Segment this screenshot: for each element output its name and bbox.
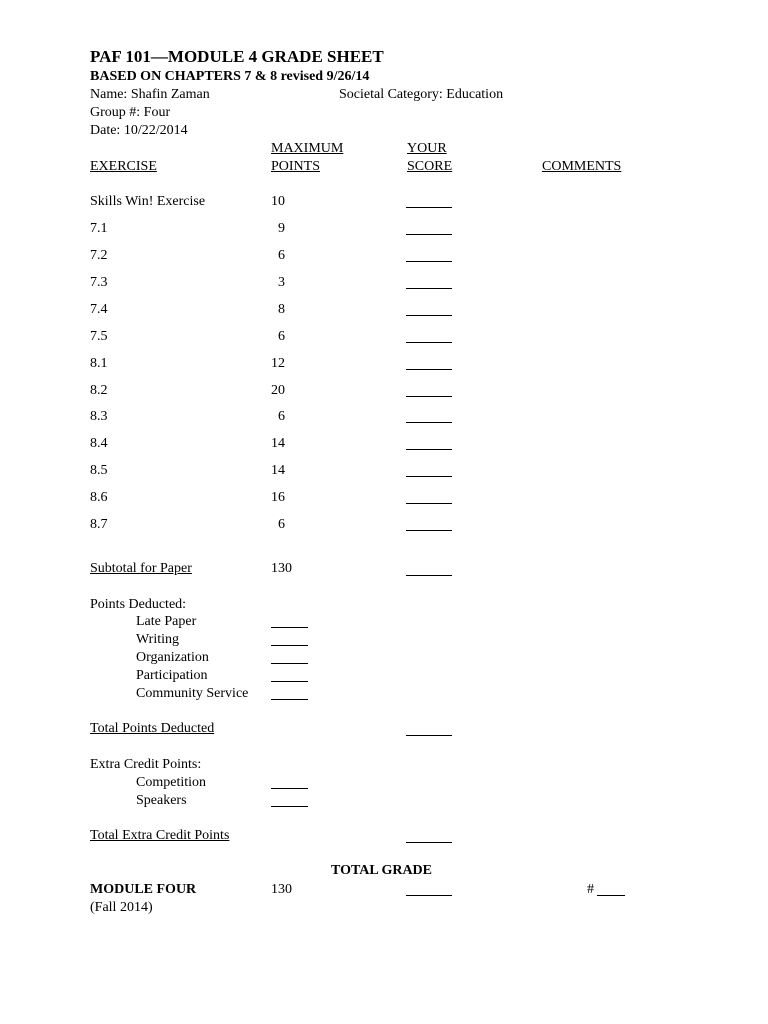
score-blank[interactable] bbox=[406, 449, 452, 450]
exercise-max-points: 6 bbox=[278, 409, 285, 424]
exercise-label: 8.7 bbox=[90, 517, 108, 532]
exercise-label: 7.2 bbox=[90, 248, 108, 263]
extra-credit-blank[interactable] bbox=[271, 788, 308, 789]
score-blank[interactable] bbox=[406, 207, 452, 208]
deduction-writing: Writing bbox=[136, 632, 179, 647]
group-number: Group #: Four bbox=[90, 105, 171, 120]
exercise-max-points: 6 bbox=[278, 248, 285, 263]
student-name: Name: Shafin Zaman bbox=[90, 87, 210, 102]
submission-date: Date: 10/22/2014 bbox=[90, 123, 188, 138]
deduction-blank[interactable] bbox=[271, 645, 308, 646]
subtotal-points: 130 bbox=[271, 561, 292, 576]
exercise-max-points: 10 bbox=[271, 194, 285, 209]
deduction-blank[interactable] bbox=[271, 681, 308, 682]
exercise-label: 8.5 bbox=[90, 463, 108, 478]
total-deducted-blank[interactable] bbox=[406, 735, 452, 736]
exercise-label: 8.6 bbox=[90, 490, 108, 505]
extra-credit-competition: Competition bbox=[136, 775, 206, 790]
deduction-blank[interactable] bbox=[271, 699, 308, 700]
score-blank[interactable] bbox=[406, 342, 452, 343]
exercise-max-points: 3 bbox=[278, 275, 285, 290]
grade-hash-label: # bbox=[587, 882, 594, 897]
exercise-max-points: 6 bbox=[278, 517, 285, 532]
exercise-label: 7.5 bbox=[90, 329, 108, 344]
total-extra-credit-blank[interactable] bbox=[406, 842, 452, 843]
subtotal-label: Subtotal for Paper bbox=[90, 561, 192, 576]
deductions-heading: Points Deducted: bbox=[90, 597, 187, 612]
module-four-label: MODULE FOUR bbox=[90, 882, 197, 897]
total-score-blank[interactable] bbox=[406, 895, 452, 896]
exercise-column-header: EXERCISE bbox=[90, 159, 157, 174]
deduction-late-paper: Late Paper bbox=[136, 614, 197, 629]
deduction-blank[interactable] bbox=[271, 663, 308, 664]
score-blank[interactable] bbox=[406, 234, 452, 235]
module-four-points: 130 bbox=[271, 882, 292, 897]
score-header-line2: SCORE bbox=[407, 159, 453, 174]
extra-credit-speakers: Speakers bbox=[136, 793, 187, 808]
deduction-blank[interactable] bbox=[271, 627, 308, 628]
exercise-max-points: 8 bbox=[278, 302, 285, 317]
total-grade-heading: TOTAL GRADE bbox=[331, 863, 433, 878]
max-points-header-line2: POINTS bbox=[271, 159, 321, 174]
score-blank[interactable] bbox=[406, 288, 452, 289]
score-blank[interactable] bbox=[406, 315, 452, 316]
score-blank[interactable] bbox=[406, 369, 452, 370]
extra-credit-blank[interactable] bbox=[271, 806, 308, 807]
exercise-label: 8.1 bbox=[90, 356, 108, 371]
max-points-header-line1: MAXIMUM bbox=[271, 141, 344, 156]
exercise-max-points: 9 bbox=[278, 221, 285, 236]
comments-column-header: COMMENTS bbox=[542, 159, 622, 174]
exercise-label: 8.2 bbox=[90, 383, 108, 398]
total-extra-credit-label: Total Extra Credit Points bbox=[90, 828, 230, 843]
exercise-label: 7.1 bbox=[90, 221, 108, 236]
score-blank[interactable] bbox=[406, 530, 452, 531]
score-blank[interactable] bbox=[406, 396, 452, 397]
extra-credit-heading: Extra Credit Points: bbox=[90, 757, 202, 772]
societal-category: Societal Category: Education bbox=[339, 87, 504, 102]
exercise-label: 8.3 bbox=[90, 409, 108, 424]
page-subtitle: BASED ON CHAPTERS 7 & 8 revised 9/26/14 bbox=[90, 69, 370, 84]
deduction-community-service: Community Service bbox=[136, 686, 249, 701]
exercise-max-points: 14 bbox=[271, 463, 285, 478]
total-deducted-label: Total Points Deducted bbox=[90, 721, 215, 736]
score-blank[interactable] bbox=[406, 476, 452, 477]
exercise-label: 8.4 bbox=[90, 436, 108, 451]
score-blank[interactable] bbox=[406, 261, 452, 262]
score-blank[interactable] bbox=[406, 503, 452, 504]
score-blank[interactable] bbox=[406, 422, 452, 423]
score-header-line1: YOUR bbox=[407, 141, 447, 156]
term-label: (Fall 2014) bbox=[90, 900, 153, 915]
exercise-max-points: 14 bbox=[271, 436, 285, 451]
grade-blank[interactable] bbox=[597, 895, 625, 896]
page-title: PAF 101—MODULE 4 GRADE SHEET bbox=[90, 47, 384, 66]
exercise-label: 7.3 bbox=[90, 275, 108, 290]
exercise-max-points: 20 bbox=[271, 383, 285, 398]
deduction-organization: Organization bbox=[136, 650, 209, 665]
exercise-max-points: 6 bbox=[278, 329, 285, 344]
exercise-label: 7.4 bbox=[90, 302, 108, 317]
deduction-participation: Participation bbox=[136, 668, 208, 683]
exercise-max-points: 16 bbox=[271, 490, 285, 505]
exercise-max-points: 12 bbox=[271, 356, 285, 371]
exercise-label: Skills Win! Exercise bbox=[90, 194, 206, 209]
subtotal-score-blank[interactable] bbox=[406, 575, 452, 576]
